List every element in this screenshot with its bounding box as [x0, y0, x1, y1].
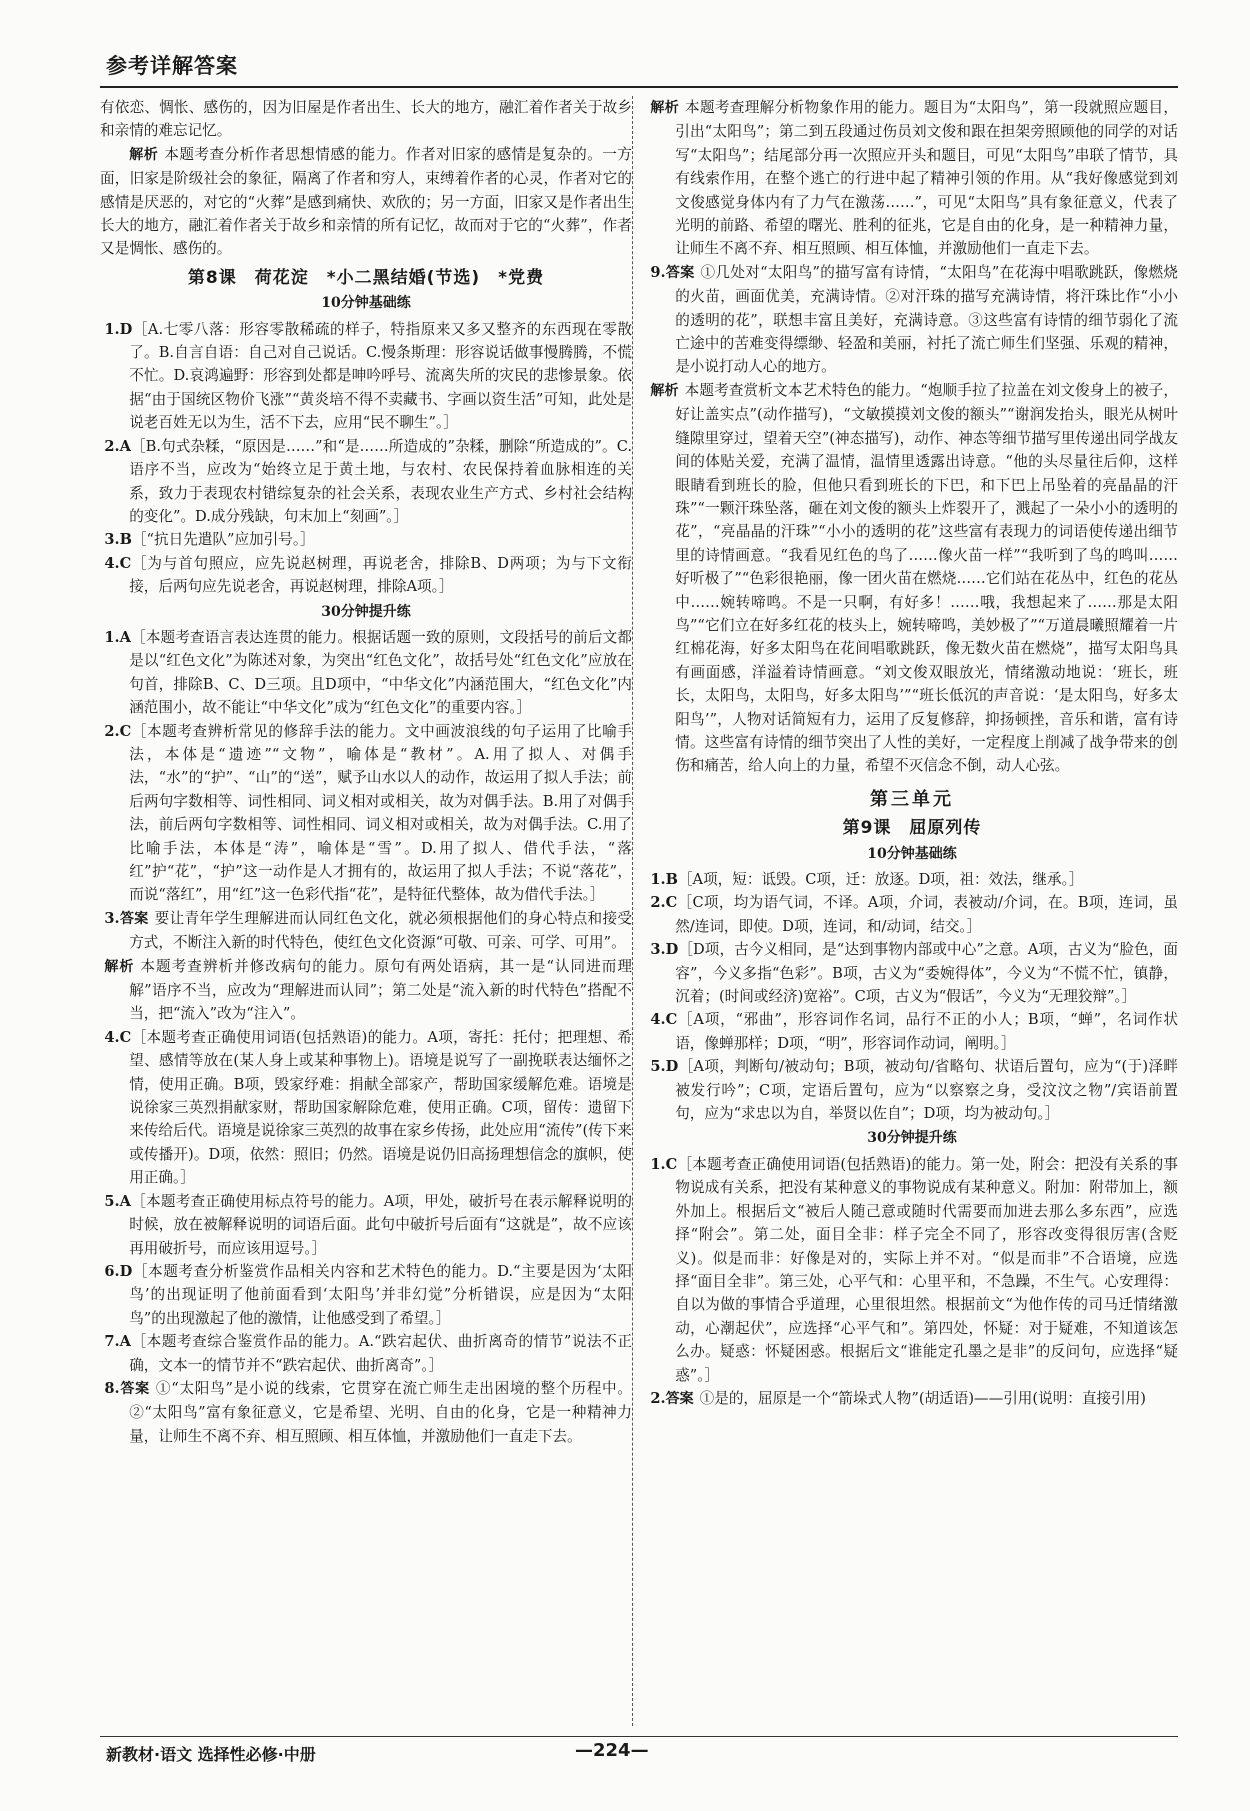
- question-item: [646, 891, 1178, 938]
- question-number: 3.D: [650, 941, 679, 959]
- question-text: ［本题考查正确使用标点符号的能力。A项，甲处，破折号在表示解释说明的时候，放在被解释说明的词语后面。此句中破折号后面有“这就是”，故不应该再用破折号，而应该用逗号。］: [129, 1192, 632, 1257]
- page-number: —224—: [575, 1740, 649, 1761]
- drill-30-heading: 30分钟提升练: [867, 1130, 957, 1147]
- analysis-item: [646, 96, 1178, 261]
- question-text: 要让青年学生理解进而认同红色文化，就必须根据他们的身心特点和接受方式，不断注入新的时代特色，使红色文化资源“可敬、可亲、可学、可用”。: [129, 909, 633, 952]
- question-number: 4.C: [104, 1028, 132, 1046]
- question-item: [646, 1153, 1178, 1387]
- question-text: ［本题考查正确使用词语(包括熟语)的能力。A项，寄托：托付；把理想、希望、感情等放在(某人身上或某种事物上)。语境是说写了一副挽联表达缅怀之情，使用正确。B项，毁家纾难：捐献全部家产，帮助国家缓解危难。语境是说徐家三英烈捐献家财，帮助国家解除危难，使用正确。C项，留传：遗留下来传给后代。语境是说徐家三英烈的故事在家乡传扬，此处应用“流传”(传下来或传播开)。D项，依然：照旧；仍然。语境是说仍旧高扬理想信念的旗帜，使用正确。］: [129, 1028, 632, 1187]
- question-number: 3.: [104, 909, 120, 927]
- question-text: ①几处对“太阳鸟”的描写富有诗情，“太阳鸟”在花海中唱歌跳跃，像燃烧的火苗，画面优美，充满诗情。②对汗珠的描写充满诗情，将汗珠比作“小小的透明的花”，联想丰富且美好，充满诗意。③这些富有诗情的细节弱化了流亡途中的苦难变得缥缈、轻盈和美丽，衬托了流亡师生们坚强、乐观的精神，是小说打动人心的地方。: [675, 263, 1179, 376]
- question-item: [646, 1008, 1178, 1055]
- page-title: 参考详解答案: [106, 54, 238, 78]
- analysis-paragraph: [100, 143, 632, 261]
- question-text: ［B.句式杂糅，“原因是……”和“是……所造成的”杂糅，删除“所造成的”。C.语序不当，应改为“始终立足于黄土地，与农村、农民保持着血脉相连的关系，致力于表现农村错综复杂的社会关系，表现农业生产方式、乡村社会结构的变化”。D.成分残缺，句末加上“刻画”。］: [129, 437, 632, 525]
- question-number: 1.B: [650, 871, 678, 888]
- question-number: 2.: [650, 1389, 666, 1407]
- unit-3-title: 第三单元: [870, 788, 954, 810]
- question-number: 7.A: [104, 1333, 131, 1351]
- question-item: [100, 528, 632, 551]
- question-number: 1.D: [104, 320, 133, 338]
- question-item: [100, 318, 632, 435]
- question-number: 2.A: [104, 437, 131, 455]
- question-text: ［本题考查正确使用词语(包括熟语)的能力。第一处，附会：把没有关系的事物说成有关系，把没有某种意义的事物说成有某种意义。附加：附带加上，额外加上。根据后文“被后人随己意或随时代需要而加进去那么多东西”，应选择“附会”。第二处，面目全非：样子完全不同了，形容改变得很厉害(含贬义)。似是而非：好像是对的，实际上并不对。“似是而非”不合语境，应选择“面目全非”。第三处，心平气和：心里平和，不急躁，不生气。心安理得：自以为做的事情合乎道理，心里很坦然。根据前文“为他作传的司马迁情绪激动，心潮起伏”，应选择“心平气和”。第四处，怀疑：对于疑难，不知道该怎么办。疑惑：怀疑困惑。根据后文“谁能定孔墨之是非”的反问句，应选择“疑惑”。］: [675, 1155, 1178, 1384]
- question-text: ［本题考查语言表达连贯的能力。根据话题一致的原则，文段括号的前后文都是以“红色文化”为陈述对象，为突出“红色文化”，故括号处“红色文化”应放在句首，排除B、C、D三项。且D项中，“中华文化”内涵范围大，“红色文化”内涵范围小，故不能让“中华文化”成为“红色文化”的重要内容。］: [129, 628, 632, 717]
- header-rule: [100, 86, 1178, 88]
- analysis-tag: 解析: [129, 146, 159, 163]
- question-item: [100, 720, 632, 907]
- question-number: 4.C: [650, 1011, 678, 1029]
- answer-tag: 答案: [665, 264, 695, 281]
- question-item: [646, 1055, 1178, 1125]
- answer-tag: 答案: [665, 1390, 694, 1407]
- analysis-text: 本题考查理解分析物象作用的能力。题目为“太阳鸟”，第一段就照应题目，引出“太阳鸟”；第二到五段通过伤员刘文俊和跟在担架旁照顾他的同学的对话写“太阳鸟”；结尾部分再一次照应开头和题目，可见“太阳鸟”串联了情节，具有线索作用，在整个逃亡的行进中起了精神引领的作用。从“我好像感觉到刘文俊感觉身体内有了力气在激荡……”，可见“太阳鸟”具有象征意义，代表了光明的前路、希望的曙光、胜利的征兆，它是自由的化身，是一种精神力量，让师生不离不弃、相互照顾、相互体恤，并激励他们一直走下去。: [675, 99, 1178, 258]
- question-number: 2.C: [104, 722, 132, 740]
- question-text: ［本题考查综合鉴赏作品的能力。A.“跌宕起伏、曲折离奇的情节”说法不正确，文本一的情节并不“跌宕起伏、曲折离奇”。］: [129, 1333, 632, 1374]
- question-item: [100, 1260, 632, 1330]
- question-text: ［A项，短：诋毁。C项，迁：放逐。D项，祖：效法，继承。］: [677, 871, 1084, 888]
- answer-tag: 答案: [119, 910, 149, 927]
- question-text: ［本题考查分析鉴赏作品相关内容和艺术特色的能力。D.“主要是因为‘太阳鸟’的出现证明了他前面看到‘太阳鸟’并非幻觉”分析错误，应是因为“太阳鸟”的出现激起了他的激情，让他感受到了希望。］: [129, 1262, 632, 1327]
- question-number: 5.D: [650, 1058, 679, 1076]
- question-item: [646, 938, 1178, 1008]
- lesson-8-title: 第8课 荷花淀 *小二黑结婚(节选) *党费: [187, 267, 545, 288]
- analysis-text: 本题考查赏析文本艺术特色的能力。“炮顺手拉了拉盖在刘文俊身上的被子，好让盖实点”(动作描写)，“文敏摸摸刘文俊的额头”“谢润发抬头，眼光从树叶缝隙里穿过，望着天空”(神态描写)，动作、神态等细节描写里传递出同学战友间的体贴关爱，充满了温情，温情里透露出诗意。“他的头尽量往后仰，这样眼睛看到班长的脸，但他只看到班长的下巴，和下巴上吊坠着的亮晶晶的汗珠”“一颗汗珠坠落，砸在刘文俊的额头上炸裂开了，溅起了一朵小小的透明的花”，“亮晶晶的汗珠”“小小的透明的花”这些富有表现力的词语使传递出细节里的诗情画意。“我看见红色的鸟了……像火苗一样”“我听到了鸟的鸣叫……好听极了”“色彩很艳丽，像一团火苗在燃烧……它们站在花丛中，红色的花丛中……婉转啼鸣。不是一只啊，有好多！……哦，我想起来了……那是太阳鸟”“它们立在好多红花的枝头上，婉转啼鸣，美妙极了”“万道晨曦照耀着一片红棉花海，好多太阳鸟在花间唱歌跳跃，像无数火苗在燃烧”，描写太阳鸟具有画面感，洋溢着诗情画意。“刘文俊双眼放光，情绪激动地说：‘班长，班长，太阳鸟，太阳鸟，好多太阳鸟’”“班长低沉的声音说：‘是太阳鸟，好多太阳鸟’”，人物对话简短有力，运用了反复修辞，抑扬顿挫，音乐和谐，富有诗情。这些富有诗情的细节突出了人性的美好，一定程度上削减了战争带来的创伤和痛苦，给人向上的力量，希望不灭信念不倒，动人心弦。: [675, 381, 1178, 775]
- lesson-9-title: 第9课 屈原列传: [842, 818, 982, 839]
- question-text: ［A项，判断句/被动句；B项，被动句/省略句、状语后置句，应为“(于)泽畔被发行吟”；C项，定语后置句，应为“以察察之身，受汶汶之物”/宾语前置句，应为“求忠以为自，举贤以佐自”；D项，均为被动句。］: [675, 1058, 1178, 1123]
- analysis-tag: 解析: [650, 100, 680, 116]
- right-column: [646, 96, 1178, 1411]
- drill-10-heading: 10分钟基础练: [321, 295, 411, 312]
- question-text: ［“抗日先遣队”应加引号。］: [131, 531, 315, 549]
- question-text: ［A项，“邪曲”，形容词作名词，品行不正的小人；B项，“蝉”，名词作状语，像蝉那样；D项，“明”，形容词作动词，阐明。］: [675, 1011, 1178, 1052]
- question-item: [100, 1377, 632, 1448]
- question-item: [646, 261, 1178, 379]
- drill-30-heading: 30分钟提升练: [321, 603, 411, 620]
- drill-10-heading: 10分钟基础练: [867, 845, 957, 862]
- question-item: [100, 435, 632, 529]
- analysis-item: [646, 379, 1178, 778]
- question-number: 1.C: [650, 1155, 678, 1173]
- question-number: 1.A: [104, 628, 131, 646]
- footer-book-title: 新教材·语文 选择性必修·中册: [106, 1745, 316, 1764]
- question-number: 4.C: [104, 554, 132, 572]
- question-number: 2.C: [650, 894, 678, 912]
- question-item: [100, 907, 632, 955]
- question-item: [646, 1387, 1178, 1411]
- continued-answer: 有依恋、惆怅、感伤的，因为旧屋是作者出生、长大的地方，融汇着作者关于故乡和亲情的难忘记忆。: [100, 99, 632, 140]
- column-divider: [632, 96, 633, 1726]
- question-item: [100, 1330, 632, 1377]
- question-item: [646, 868, 1178, 891]
- question-number: 8.: [104, 1379, 120, 1397]
- footer-rule: [100, 1736, 1178, 1737]
- question-text: ［A.七零八落：形容零散稀疏的样子，特指原来又多又整齐的东西现在零散了。B.自言自语：自己对自己说话。C.慢条斯理：形容说话做事慢腾腾，不慌不忙。D.哀鸿遍野：形容到处都是呻吟呼号、流离失所的灾民的悲惨景象。依据“由于国统区物价飞涨”“黄炎培不得不卖藏书、字画以资生活”可知，此处是说老百姓无以为生，活不下去，应用“民不聊生”。］: [129, 320, 632, 432]
- question-text: ［C项，均为语气词，不译。A项，介词，表被动/介词，在。B项，连词，虽然/连词，即使。D项，连词，和/动词，结交。］: [675, 894, 1178, 935]
- question-text: ［本题考查辨析常见的修辞手法的能力。文中画波浪线的句子运用了比喻手法，本体是“遗迹”“文物”，喻体是“教材”。A.用了拟人、对偶手法，“水”的“护”、“山”的“送”，赋予山水以人的动作，故运用了拟人手法；前后两句字数相等、词性相同、词义相对或相关，故为对偶手法。B.用了对偶手法，前后两句字数相等、词性相同、词义相对或相关，故为对偶手法。C.用了比喻手法，本体是“涛”，喻体是“雪”。D.用了拟人、借代手法，“落红”护“花”，“护”这一动作是人才拥有的，故运用了拟人手法；不说“落花”，而说“落红”，用“红”这一色彩代指“花”，是特征代整体，故为借代手法。］: [129, 722, 632, 904]
- question-text: ①是的，屈原是一个“箭垛式人物”(胡适语)——引用(说明：直接引用): [699, 1389, 1146, 1407]
- question-text: ［为与首句照应，应先说赵树理，再说老舍，排除B、D两项；为与下文衔接，后两句应先说老舍，再说赵树理，排除A项。］: [129, 554, 632, 596]
- analysis-tag: 解析: [104, 958, 135, 975]
- question-item: [100, 1190, 632, 1260]
- question-item: [100, 626, 632, 720]
- analysis-text: 本题考查辨析并修改病句的能力。原句有两处语病，其一是“认同进而理解”语序不当，应改为“理解进而认同”；第二处是“流入新的时代特色”搭配不当，把“流入”改为“注入”。: [129, 957, 632, 1023]
- question-number: 5.A: [104, 1192, 131, 1210]
- question-number: 9.: [650, 263, 666, 281]
- left-column: [100, 96, 632, 1448]
- analysis-tag: 解析: [650, 382, 679, 399]
- question-item: [100, 1026, 632, 1190]
- question-number: 3.B: [104, 531, 132, 549]
- analysis-item: [100, 955, 632, 1026]
- question-number: 6.D: [104, 1262, 133, 1280]
- answer-tag: 答案: [119, 1380, 150, 1397]
- question-item: [100, 552, 632, 599]
- question-text: ①“太阳鸟”是小说的线索，它贯穿在流亡师生走出困境的整个历程中。②“太阳鸟”富有象征意义，它是希望、光明、自由的化身，它是一种精神力量，让师生不离不弃、相互照顾、相互体恤，并激励他们一直走下去。: [129, 1379, 632, 1445]
- question-text: ［D项，古今义相同，是“达到事物内部或中心”之意。A项，古义为“脸色，面容”，今义多指“色彩”。B项，古义为“委婉得体”，今义为“不慌不忙，镇静，沉着；(时间或经济)宽裕”。C项，古义为“假话”，今义为“无理狡辩”。］: [675, 941, 1178, 1006]
- analysis-text: 本题考查分析作者思想情感的能力。作者对旧家的感情是复杂的。一方面，旧家是阶级社会的象征，隔离了作者和穷人，束缚着作者的心灵，作者对它的感情是厌恶的，对它的“火葬”是感到痛快、欢欣的；另一方面，旧家又是作者出生长大的地方，融汇着作者关于故乡和亲情的所有记忆，故而对于它的“火葬”，作者又是惆怅、感伤的。: [100, 145, 632, 258]
